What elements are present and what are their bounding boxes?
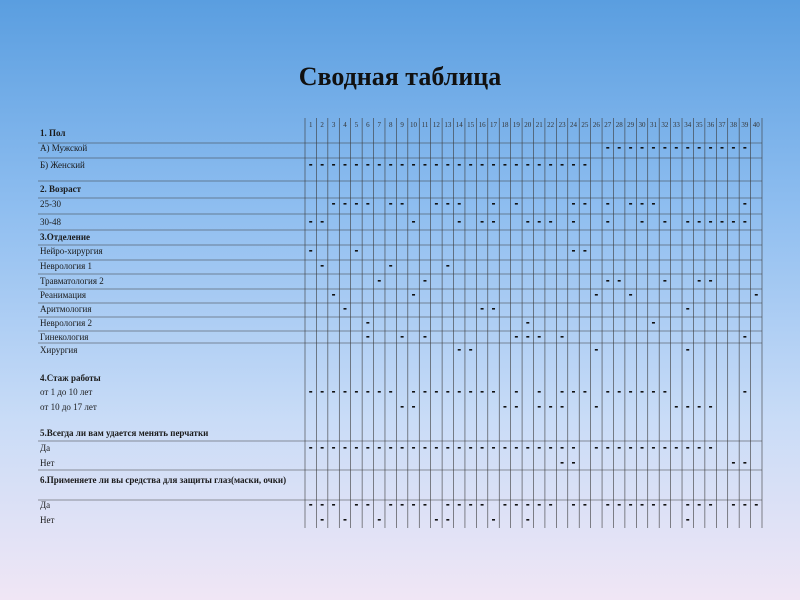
- column-number: 2: [320, 121, 324, 129]
- tally-mark: [538, 221, 541, 223]
- tally-mark: [515, 504, 518, 506]
- tally-mark: [378, 280, 381, 282]
- tally-mark: [595, 447, 598, 449]
- tally-mark: [709, 447, 712, 449]
- tally-mark: [332, 164, 335, 166]
- tally-mark: [721, 147, 724, 149]
- tally-mark: [686, 447, 689, 449]
- tally-mark: [561, 406, 564, 408]
- tally-mark: [583, 250, 586, 252]
- tally-mark: [503, 164, 506, 166]
- tally-mark: [629, 147, 632, 149]
- tally-mark: [698, 221, 701, 223]
- tally-mark: [355, 391, 358, 393]
- tally-mark: [743, 147, 746, 149]
- tally-mark: [412, 221, 415, 223]
- row-label: Нейро-хирургия: [40, 246, 103, 256]
- tally-mark: [663, 504, 666, 506]
- tally-mark: [686, 147, 689, 149]
- column-number: 26: [592, 121, 600, 129]
- tally-mark: [595, 406, 598, 408]
- tally-mark: [572, 391, 575, 393]
- column-number: 32: [661, 121, 669, 129]
- tally-mark: [503, 406, 506, 408]
- row-label: А) Мужской: [40, 143, 88, 153]
- tally-mark: [309, 504, 312, 506]
- tally-mark: [743, 203, 746, 205]
- row-label: от 1 до 10 лет: [40, 387, 93, 397]
- row-label: Да: [40, 443, 51, 453]
- tally-mark: [709, 147, 712, 149]
- tally-mark: [481, 308, 484, 310]
- tally-mark: [492, 164, 495, 166]
- tally-mark: [572, 447, 575, 449]
- tally-mark: [743, 336, 746, 338]
- tally-mark: [709, 504, 712, 506]
- tally-mark: [732, 147, 735, 149]
- tally-mark: [389, 265, 392, 267]
- tally-mark: [389, 504, 392, 506]
- tally-mark: [469, 164, 472, 166]
- tally-mark: [606, 147, 609, 149]
- tally-mark: [572, 221, 575, 223]
- tally-mark: [435, 391, 438, 393]
- tally-mark: [641, 203, 644, 205]
- row-label: 1. Пол: [40, 128, 66, 138]
- tally-mark: [629, 294, 632, 296]
- tally-mark: [446, 519, 449, 521]
- tally-mark: [503, 447, 506, 449]
- tally-mark: [538, 504, 541, 506]
- tally-mark: [401, 164, 404, 166]
- tally-mark: [698, 447, 701, 449]
- tally-mark: [458, 447, 461, 449]
- tally-mark: [378, 391, 381, 393]
- tally-mark: [526, 322, 529, 324]
- tally-mark: [572, 462, 575, 464]
- tally-mark: [401, 203, 404, 205]
- row-label: Травматология 2: [40, 276, 104, 286]
- column-number: 11: [421, 121, 429, 129]
- column-number: 22: [547, 121, 555, 129]
- tally-mark: [515, 406, 518, 408]
- tally-mark: [686, 504, 689, 506]
- row-label: Гинекология: [40, 332, 89, 342]
- tally-mark: [606, 221, 609, 223]
- column-number: 36: [707, 121, 715, 129]
- column-number: 17: [490, 121, 497, 129]
- tally-mark: [698, 147, 701, 149]
- tally-mark: [675, 447, 678, 449]
- tally-mark: [606, 203, 609, 205]
- tally-mark: [732, 221, 735, 223]
- column-number: 16: [478, 121, 486, 129]
- tally-mark: [686, 406, 689, 408]
- tally-mark: [709, 280, 712, 282]
- tally-mark: [652, 504, 655, 506]
- tally-mark: [366, 336, 369, 338]
- tally-mark: [538, 447, 541, 449]
- tally-mark: [652, 147, 655, 149]
- column-number: 4: [343, 121, 347, 129]
- tally-mark: [549, 406, 552, 408]
- tally-mark: [538, 164, 541, 166]
- tally-mark: [389, 203, 392, 205]
- column-number: 13: [444, 121, 452, 129]
- tally-mark: [629, 391, 632, 393]
- tally-mark: [492, 519, 495, 521]
- tally-mark: [492, 447, 495, 449]
- tally-mark: [343, 447, 346, 449]
- tally-mark: [412, 504, 415, 506]
- tally-mark: [343, 308, 346, 310]
- tally-mark: [618, 280, 621, 282]
- tally-mark: [469, 391, 472, 393]
- tally-mark: [458, 221, 461, 223]
- tally-mark: [401, 447, 404, 449]
- tally-mark: [549, 221, 552, 223]
- column-number: 30: [638, 121, 646, 129]
- tally-mark: [321, 504, 324, 506]
- tally-mark: [332, 391, 335, 393]
- tally-mark: [618, 391, 621, 393]
- tally-mark: [503, 504, 506, 506]
- tally-mark: [435, 447, 438, 449]
- tally-mark: [469, 504, 472, 506]
- tally-mark: [343, 519, 346, 521]
- tally-mark: [698, 406, 701, 408]
- tally-mark: [561, 336, 564, 338]
- tally-mark: [663, 391, 666, 393]
- tally-mark: [709, 406, 712, 408]
- column-number: 33: [672, 121, 680, 129]
- column-number: 38: [729, 121, 737, 129]
- tally-mark: [469, 349, 472, 351]
- tally-mark: [321, 265, 324, 267]
- tally-mark: [515, 336, 518, 338]
- tally-mark: [435, 519, 438, 521]
- tally-mark: [492, 308, 495, 310]
- tally-mark: [641, 504, 644, 506]
- tally-mark: [332, 447, 335, 449]
- column-number: 29: [627, 121, 635, 129]
- tally-mark: [378, 447, 381, 449]
- tally-mark: [538, 391, 541, 393]
- tally-mark: [743, 462, 746, 464]
- row-label: 30-48: [40, 217, 61, 227]
- row-label: 5.Всегда ли вам удается менять перчатки: [40, 428, 209, 438]
- tally-mark: [332, 203, 335, 205]
- column-number: 34: [684, 121, 692, 129]
- tally-mark: [618, 504, 621, 506]
- tally-mark: [675, 147, 678, 149]
- tally-mark: [446, 391, 449, 393]
- tally-mark: [366, 203, 369, 205]
- tally-mark: [412, 447, 415, 449]
- tally-mark: [526, 336, 529, 338]
- column-number: 15: [467, 121, 475, 129]
- tally-mark: [641, 147, 644, 149]
- column-number: 5: [354, 121, 359, 129]
- tally-mark: [469, 447, 472, 449]
- column-number: 27: [604, 121, 612, 129]
- tally-mark: [332, 504, 335, 506]
- tally-mark: [435, 164, 438, 166]
- tally-mark: [355, 203, 358, 205]
- tally-mark: [481, 391, 484, 393]
- row-label: Неврология 2: [40, 318, 93, 328]
- tally-mark: [309, 391, 312, 393]
- slide-title: Сводная таблица: [298, 62, 502, 91]
- tally-mark: [446, 447, 449, 449]
- tally-mark: [458, 164, 461, 166]
- tally-mark: [423, 504, 426, 506]
- tally-mark: [618, 447, 621, 449]
- row-label: Нет: [40, 515, 55, 525]
- column-number: 1: [308, 121, 313, 129]
- tally-mark: [755, 294, 758, 296]
- tally-mark: [641, 391, 644, 393]
- tally-mark: [629, 447, 632, 449]
- tally-mark: [515, 391, 518, 393]
- row-label: Б) Женский: [40, 160, 85, 170]
- tally-mark: [641, 447, 644, 449]
- tally-mark: [343, 391, 346, 393]
- row-label: 2. Возраст: [40, 184, 82, 194]
- tally-mark: [686, 349, 689, 351]
- tally-mark: [423, 336, 426, 338]
- tally-mark: [458, 203, 461, 205]
- tally-mark: [458, 349, 461, 351]
- tally-mark: [526, 504, 529, 506]
- tally-mark: [549, 447, 552, 449]
- tally-mark: [389, 447, 392, 449]
- tally-mark: [709, 221, 712, 223]
- tally-mark: [652, 203, 655, 205]
- tally-mark: [652, 391, 655, 393]
- tally-mark: [606, 391, 609, 393]
- tally-mark: [366, 447, 369, 449]
- tally-mark: [366, 504, 369, 506]
- tally-mark: [538, 336, 541, 338]
- tally-mark: [321, 164, 324, 166]
- tally-mark: [561, 164, 564, 166]
- tally-mark: [595, 349, 598, 351]
- row-label: 4.Стаж работы: [40, 373, 101, 383]
- tally-mark: [309, 447, 312, 449]
- tally-mark: [595, 294, 598, 296]
- tally-mark: [446, 265, 449, 267]
- tally-mark: [663, 447, 666, 449]
- tally-mark: [561, 462, 564, 464]
- row-label: 25-30: [40, 199, 61, 209]
- tally-mark: [343, 203, 346, 205]
- tally-mark: [721, 221, 724, 223]
- tally-mark: [366, 164, 369, 166]
- column-number: 24: [569, 121, 577, 129]
- tally-mark: [538, 406, 541, 408]
- tally-mark: [343, 164, 346, 166]
- tally-mark: [526, 164, 529, 166]
- tally-mark: [663, 147, 666, 149]
- tally-mark: [332, 294, 335, 296]
- tally-mark: [378, 519, 381, 521]
- tally-mark: [743, 504, 746, 506]
- column-number: 14: [455, 121, 463, 129]
- tally-mark: [698, 504, 701, 506]
- tally-mark: [366, 391, 369, 393]
- tally-mark: [629, 504, 632, 506]
- row-label: Реанимация: [40, 290, 87, 300]
- column-number: 12: [432, 121, 440, 129]
- tally-mark: [401, 406, 404, 408]
- tally-mark: [389, 391, 392, 393]
- tally-mark: [606, 280, 609, 282]
- tally-mark: [412, 294, 415, 296]
- tally-mark: [743, 221, 746, 223]
- tally-mark: [549, 164, 552, 166]
- row-label: от 10 до 17 лет: [40, 402, 97, 412]
- row-label: Нет: [40, 458, 55, 468]
- tally-mark: [572, 504, 575, 506]
- tally-mark: [412, 406, 415, 408]
- tally-mark: [446, 203, 449, 205]
- tally-mark: [743, 391, 746, 393]
- tally-mark: [321, 391, 324, 393]
- tally-mark: [309, 164, 312, 166]
- tally-mark: [755, 504, 758, 506]
- tally-mark: [675, 406, 678, 408]
- tally-mark: [321, 447, 324, 449]
- column-number: 3: [331, 121, 336, 129]
- tally-mark: [355, 164, 358, 166]
- tally-mark: [423, 164, 426, 166]
- tally-mark: [492, 391, 495, 393]
- tally-mark: [606, 447, 609, 449]
- tally-mark: [435, 203, 438, 205]
- tally-mark: [481, 447, 484, 449]
- tally-mark: [549, 504, 552, 506]
- tally-mark: [641, 221, 644, 223]
- tally-mark: [652, 447, 655, 449]
- tally-mark: [663, 221, 666, 223]
- tally-mark: [389, 164, 392, 166]
- tally-mark: [515, 164, 518, 166]
- tally-mark: [618, 147, 621, 149]
- column-number: 9: [400, 121, 404, 129]
- tally-mark: [378, 164, 381, 166]
- column-number: 7: [377, 121, 381, 129]
- tally-mark: [401, 504, 404, 506]
- tally-mark: [492, 203, 495, 205]
- row-label: Аритмология: [40, 304, 92, 314]
- tally-mark: [526, 519, 529, 521]
- tally-mark: [583, 391, 586, 393]
- tally-mark: [492, 221, 495, 223]
- column-number: 35: [695, 121, 703, 129]
- row-label: Хирургия: [40, 345, 78, 355]
- tally-mark: [321, 221, 324, 223]
- row-label: 6.Применяете ли вы средства для защиты глаз(маски, очки): [40, 475, 287, 485]
- column-number: 18: [501, 121, 509, 129]
- tally-mark: [583, 164, 586, 166]
- tally-mark: [732, 504, 735, 506]
- tally-mark: [446, 504, 449, 506]
- tally-mark: [481, 504, 484, 506]
- tally-mark: [583, 203, 586, 205]
- tally-mark: [309, 250, 312, 252]
- tally-mark: [321, 519, 324, 521]
- column-number: 25: [581, 121, 589, 129]
- tally-mark: [423, 447, 426, 449]
- tally-mark: [423, 391, 426, 393]
- tally-mark: [652, 322, 655, 324]
- tally-mark: [583, 504, 586, 506]
- tally-mark: [572, 250, 575, 252]
- column-number: 37: [718, 121, 726, 129]
- tally-mark: [458, 504, 461, 506]
- column-number: 23: [558, 121, 566, 129]
- column-number: 28: [615, 121, 623, 129]
- column-number: 8: [388, 121, 393, 129]
- tally-mark: [481, 221, 484, 223]
- tally-mark: [446, 164, 449, 166]
- tally-mark: [686, 519, 689, 521]
- tally-mark: [572, 203, 575, 205]
- tally-mark: [686, 221, 689, 223]
- tally-mark: [515, 447, 518, 449]
- tally-mark: [686, 308, 689, 310]
- row-label: 3.Отделение: [40, 232, 91, 242]
- row-label: Неврология 1: [40, 261, 93, 271]
- tally-mark: [526, 447, 529, 449]
- tally-mark: [698, 280, 701, 282]
- tally-mark: [663, 280, 666, 282]
- tally-mark: [309, 221, 312, 223]
- tally-mark: [355, 250, 358, 252]
- tally-mark: [423, 280, 426, 282]
- column-number: 6: [366, 121, 370, 129]
- column-number: 39: [741, 121, 749, 129]
- tally-mark: [515, 203, 518, 205]
- row-label: Да: [40, 500, 51, 510]
- tally-mark: [355, 447, 358, 449]
- tally-mark: [561, 447, 564, 449]
- tally-mark: [412, 164, 415, 166]
- tally-mark: [412, 391, 415, 393]
- tally-mark: [526, 221, 529, 223]
- tally-mark: [458, 391, 461, 393]
- tally-mark: [561, 391, 564, 393]
- tally-mark: [355, 504, 358, 506]
- tally-mark: [732, 462, 735, 464]
- tally-mark: [481, 164, 484, 166]
- column-number: 21: [535, 121, 543, 129]
- tally-mark: [606, 504, 609, 506]
- column-number: 31: [649, 121, 657, 129]
- tally-mark: [401, 336, 404, 338]
- tally-mark: [366, 322, 369, 324]
- column-number: 10: [410, 121, 418, 129]
- column-number: 20: [524, 121, 532, 129]
- tally-mark: [572, 164, 575, 166]
- column-number: 19: [512, 121, 520, 129]
- column-number: 40: [752, 121, 760, 129]
- tally-mark: [629, 203, 632, 205]
